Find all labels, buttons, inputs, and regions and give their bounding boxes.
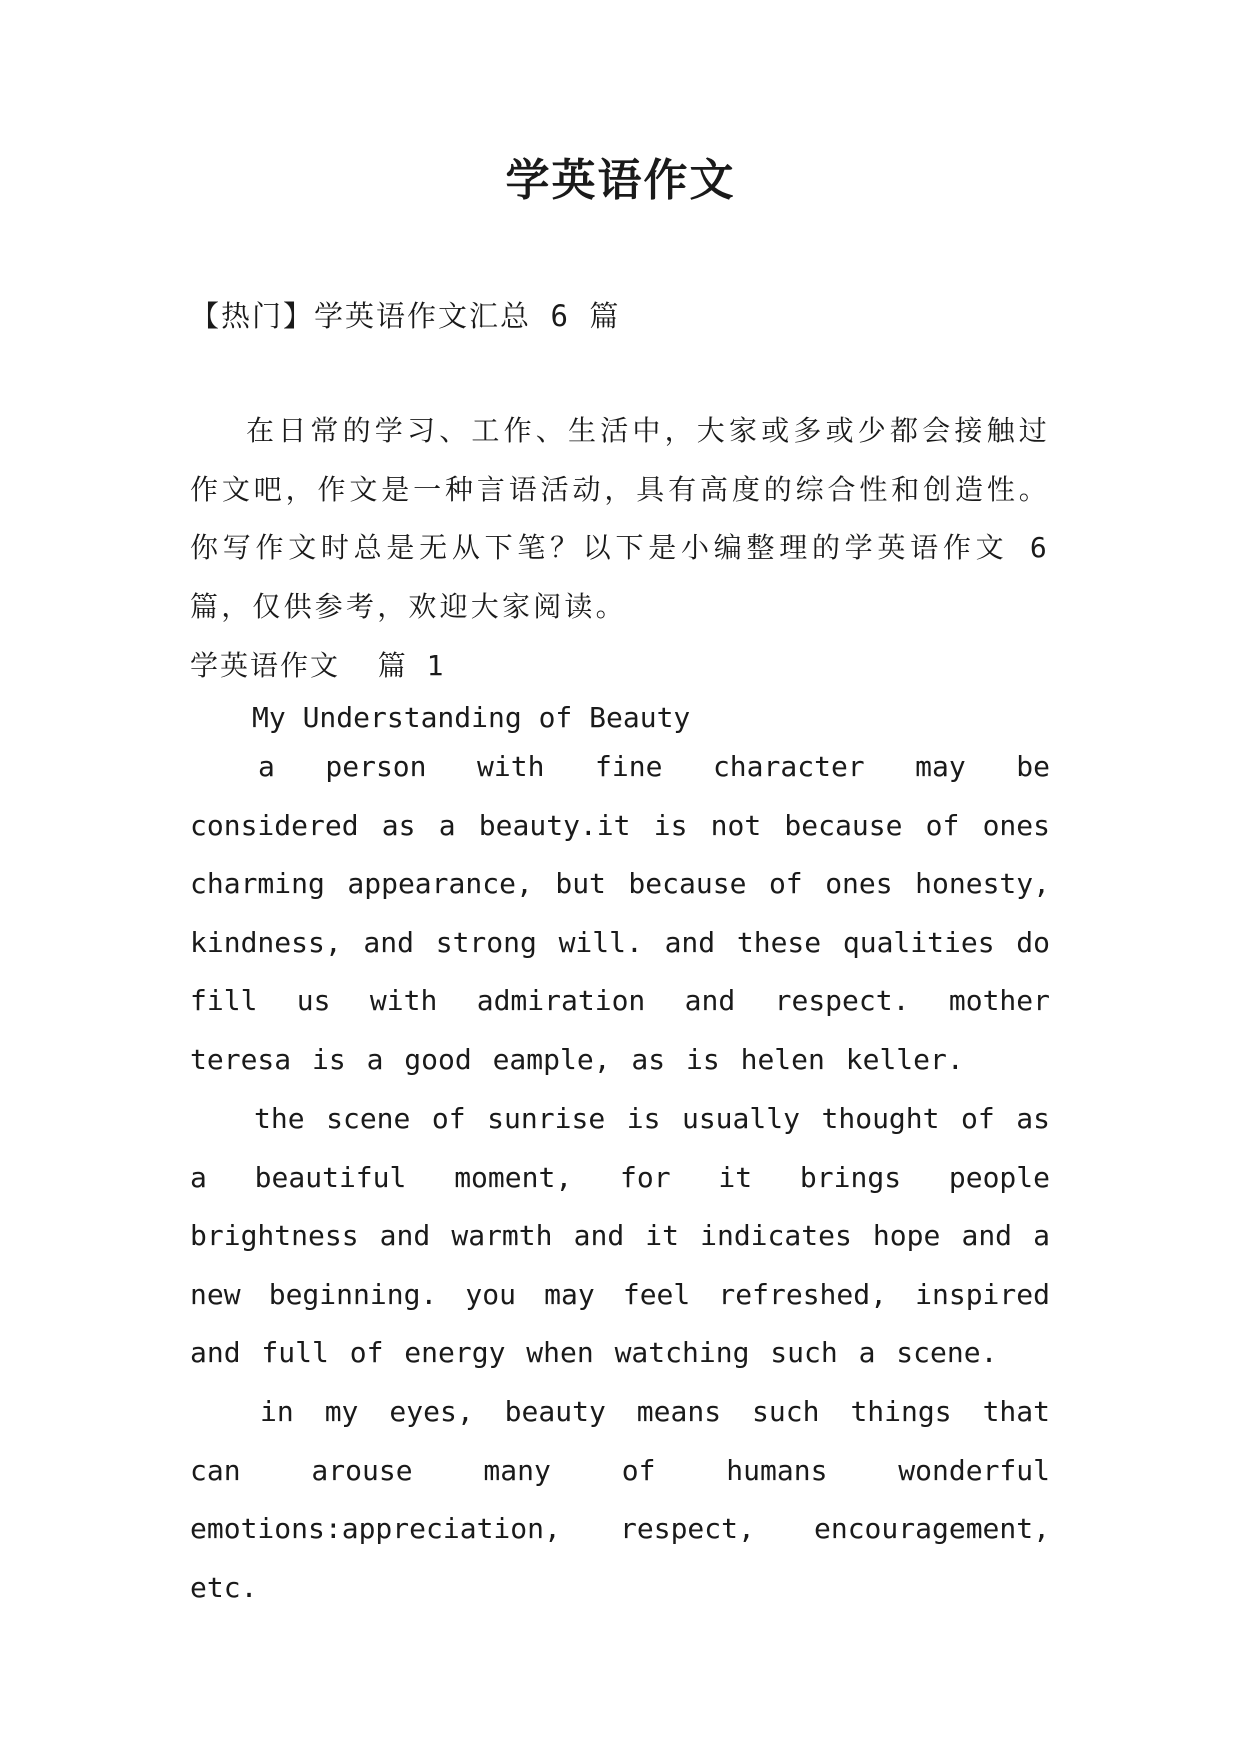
essay-title: My Understanding of Beauty (252, 701, 691, 734)
essay-paragraph: in my eyes, beauty means such things that can arouse many of humans wonderful emotions:appreciation, respect, encouragement, etc. (190, 1395, 1050, 1604)
document-subtitle: 【热门】学英语作文汇总 6 篇 (190, 299, 621, 333)
document-title: 学英语作文 (505, 155, 736, 206)
essay-paragraph: the scene of sunrise is usually thought of as a beautiful moment, for it brings people brightness and warmth and it indicates hope and a new beginning. you may feel refreshed, inspired and full of energy when watching such a scene. (190, 1102, 1050, 1370)
intro-paragraph: 在日常的学习、工作、生活中，大家或多或少都会接触过作文吧，作文是一种言语活动，具有高度的综合性和创造性。你写作文时总是无从下笔？以下是小编整理的学英语作文 6 篇，仅供参考，欢迎大家阅读。 (190, 414, 1050, 623)
section-heading: 学英语作文 篇 1 (190, 649, 446, 682)
essay-paragraph: a person with fine character may be considered as a beauty.it is not because of ones charming appearance, but because of ones honesty, kindness, and strong will. and these qualities do fill us with admiration and respect. mother teresa is a good eample, as is helen keller. (190, 750, 1050, 1076)
